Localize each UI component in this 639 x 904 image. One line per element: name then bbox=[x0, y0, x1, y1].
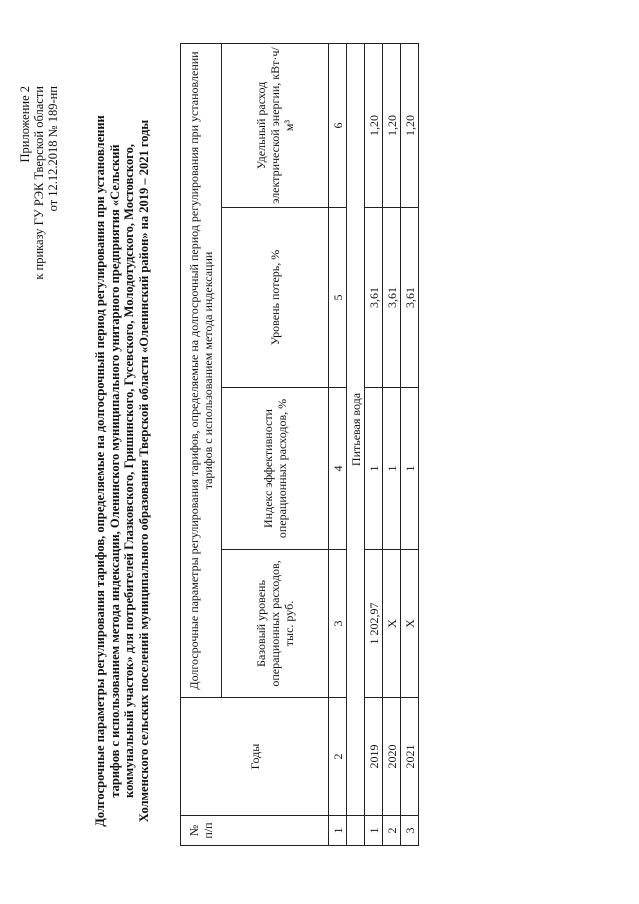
appendix-date: от 12.12.2018 № 189-нп bbox=[46, 86, 60, 212]
col-number: 6 bbox=[329, 43, 347, 207]
column-number-row bbox=[329, 43, 347, 845]
row-index: 1 bbox=[401, 388, 419, 550]
row-base: Х bbox=[383, 550, 401, 698]
appendix-reference bbox=[18, 86, 60, 280]
row-base: Х bbox=[401, 550, 419, 698]
header-no: № п/п bbox=[181, 816, 329, 846]
table-row bbox=[401, 43, 419, 845]
section-row bbox=[347, 43, 365, 845]
row-base: 1 202,97 bbox=[365, 550, 383, 698]
row-no: 3 bbox=[401, 816, 419, 846]
parameters-table bbox=[180, 43, 419, 846]
header-energy-consumption: Удельный расход электрической энергии, кВт·ч/м³ bbox=[222, 43, 329, 207]
row-no: 2 bbox=[383, 816, 401, 846]
row-loss: 3,61 bbox=[365, 208, 383, 388]
document-title: Долгосрочные параметры регулирования тарифов, определяемые на долгосрочный период регулирования при установлении тарифов с использованием метода индексации, Оленинского муниципального унитарного предприятия «Сельский коммунальный участок» для потребителей Глазковского, Гришинского, Гусевского, Молодотудского, Мостовского, Холменского сельских поселений муниципального образования Тверской области «Оленинский район» на 2019 – 2021 годы bbox=[93, 115, 151, 827]
row-year: 2019 bbox=[365, 698, 383, 816]
row-energy: 1,20 bbox=[383, 43, 401, 207]
header-loss-level: Уровень потерь, % bbox=[222, 208, 329, 388]
header-years: Годы bbox=[181, 698, 329, 816]
appendix-order: к приказу ГУ РЭК Тверской области bbox=[32, 86, 46, 280]
col-number: 2 bbox=[329, 698, 347, 816]
row-year: 2021 bbox=[401, 698, 419, 816]
row-index: 1 bbox=[383, 388, 401, 550]
section-title: Питьевая вода bbox=[347, 43, 365, 815]
col-number: 3 bbox=[329, 550, 347, 698]
col-number: 4 bbox=[329, 388, 347, 550]
row-index: 1 bbox=[365, 388, 383, 550]
header-group: Долгосрочные параметры регулирования тарифов, определяемые на долгосрочный период регулирования при установлении тарифов с использованием метода индексации bbox=[181, 43, 222, 697]
row-no: 1 bbox=[365, 816, 383, 846]
col-number: 1 bbox=[329, 816, 347, 846]
col-number: 5 bbox=[329, 208, 347, 388]
row-loss: 3,61 bbox=[401, 208, 419, 388]
table-row bbox=[365, 43, 383, 845]
header-base-opex: Базовый уровень операционных расходов, тыс. руб. bbox=[222, 550, 329, 698]
row-energy: 1,20 bbox=[365, 43, 383, 207]
appendix-number: Приложение 2 bbox=[18, 86, 32, 163]
row-year: 2020 bbox=[383, 698, 401, 816]
row-energy: 1,20 bbox=[401, 43, 419, 207]
table-header-row bbox=[181, 43, 222, 845]
header-efficiency-index: Индекс эффективности операционных расходов, % bbox=[222, 388, 329, 550]
table-row bbox=[383, 43, 401, 845]
section-spacer bbox=[347, 816, 365, 846]
row-loss: 3,61 bbox=[383, 208, 401, 388]
